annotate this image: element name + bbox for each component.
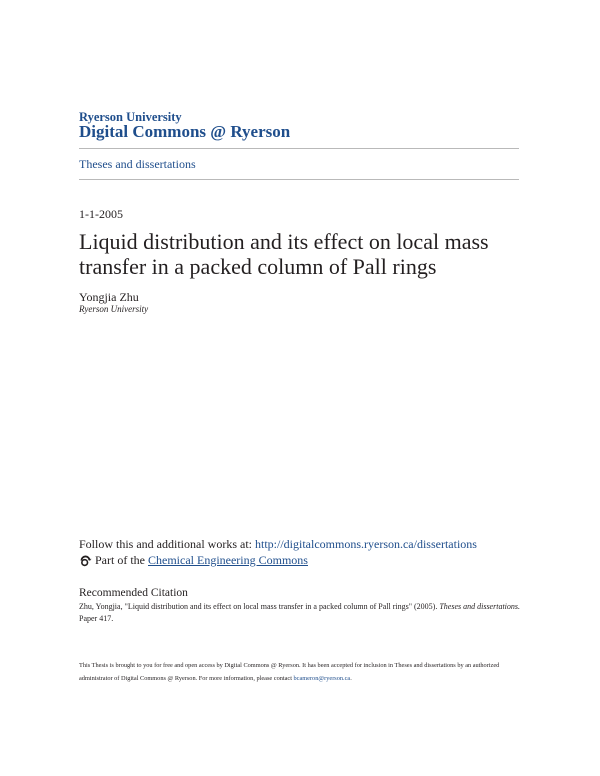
citation-body: Zhu, Yongjia, "Liquid distribution and its effect on local mass transfer in a packed column of Pall rings" (2005). [79, 602, 440, 611]
header-divider [79, 148, 519, 149]
dissertations-url-link[interactable]: http://digitalcommons.ryerson.ca/dissertations [255, 537, 477, 551]
contact-email-link[interactable]: bcameron@ryerson.ca [293, 675, 351, 682]
document-title: Liquid distribution and its effect on local mass transfer in a packed column of Pall rings [79, 229, 489, 279]
open-access-icon [79, 554, 92, 567]
recommended-citation-heading: Recommended Citation [79, 587, 188, 599]
notice-end: . [350, 675, 352, 682]
notice-text: This Thesis is brought to you for free and open access by Digital Commons @ Ryerson. It has been accepted for inclusion in Theses and dissertations by an authorized administrator of Digital Commons @ Ryerson. For more information, please contact [79, 662, 500, 682]
author-name: Yongjia Zhu [79, 290, 139, 304]
repository-name[interactable]: Digital Commons @ Ryerson [79, 122, 291, 141]
author-affiliation: Ryerson University [79, 304, 149, 314]
chemical-engineering-commons-link[interactable]: Chemical Engineering Commons [148, 553, 308, 567]
citation-paper: Paper 417. [79, 614, 114, 623]
part-of-label: Part of the [95, 553, 148, 567]
follow-label: Follow this and additional works at: [79, 537, 255, 551]
collection-link[interactable]: Theses and dissertations [79, 157, 196, 171]
part-of-line [79, 553, 308, 568]
collection-divider [79, 179, 519, 180]
publication-date: 1-1-2005 [79, 207, 123, 221]
follow-line [79, 537, 477, 552]
institution-name: Ryerson University [79, 110, 182, 124]
access-notice [79, 659, 529, 685]
citation-text [79, 601, 529, 625]
citation-series: Theses and dissertations. [439, 602, 520, 611]
